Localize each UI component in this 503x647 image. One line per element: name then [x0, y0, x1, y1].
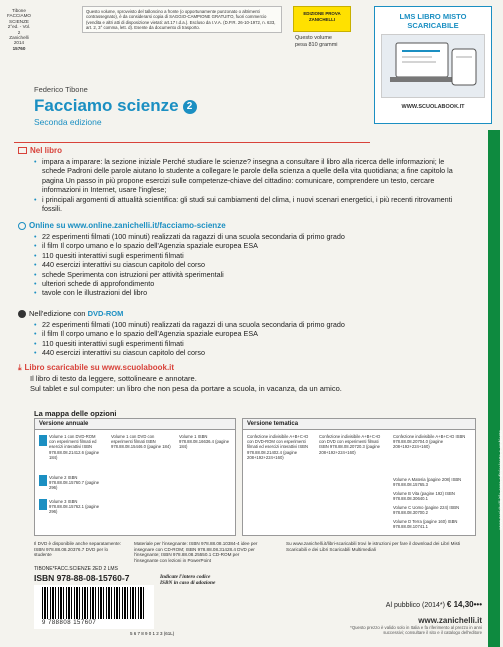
annuale-heading: Versione annuale: [35, 419, 235, 430]
list-item: • 440 esercizi interattivi su ciascun capitolo del corso: [34, 260, 468, 269]
table-tematica: [242, 418, 476, 536]
table-annuale: [34, 418, 236, 536]
scaricabile-heading[interactable]: [18, 363, 478, 373]
list-item: • il film Il corpo umano e lo spazio dell'Agenzia spaziale europea ESA: [34, 241, 468, 250]
scuolabook-note: Su www.zanichelli.it/libri-scaricabili trovi le istruzioni per fare il download dei Libri Misti Scaricabili e dei Libri Scaricabili Multimediali: [286, 541, 461, 552]
spine-publisher: Zanichelli 2014: [9, 35, 29, 46]
dvd-heading-bold: DVD-ROM: [87, 309, 124, 318]
isbn-code-line: TIBONE*FACC.SCIENZE 2ED 2 LMS: [34, 566, 118, 572]
nel-libro-heading: [18, 146, 468, 155]
online-list: [34, 232, 468, 298]
dvd-list: [34, 320, 468, 358]
tematica-cell: Volume A Materia (pagine 208) ISBN 978.88.08.15765.3: [393, 477, 462, 488]
list-item: • ulteriori schede di approfondimento: [34, 279, 468, 288]
dvd-note: Il DVD è disponibile anche separatamente: ISBN 978.88.08.20376.7 DVD per lo studente: [34, 541, 122, 558]
price-note: *Questo prezzo è valido solo in Italia e fa riferimento al prezzo in anni successivi; consultare il sito e il catalogo dell'editore: [350, 625, 482, 636]
scaricabile-line-1: Il libro di testo da leggere, sottolineare e annotare.: [30, 374, 197, 383]
online-heading[interactable]: [18, 221, 468, 230]
tematica-cell: Volume D Terra (pagine 160) ISBN 978.88.08.10741.1: [393, 519, 458, 530]
publisher-site[interactable]: www.zanichelli.it: [418, 616, 482, 625]
side-strip: [488, 130, 503, 647]
annuale-cell: Volume 1 ISBN 978.88.08.16636.4 (pagine 184): [179, 434, 230, 450]
download-icon: ⤓: [18, 363, 22, 372]
nel-libro-list: [34, 157, 468, 213]
list-item: • schede Sperimenta con istruzioni per attività sperimentali: [34, 270, 468, 279]
spine-author: Tibone: [12, 8, 26, 13]
edition-subtitle: Seconda edizione: [34, 117, 102, 127]
small-code: 5 6 7 8 9 0 1 2 3 (61L): [130, 631, 175, 636]
lms-line-2: SCARICABILE: [407, 21, 459, 30]
book-icon: [39, 435, 47, 446]
list-item: • tavole con le illustrazioni del libro: [34, 288, 468, 297]
price-label: Al pubblico (2014*): [385, 602, 445, 609]
list-item: • 110 quesiti interattivi sugli esperimenti filmati: [34, 339, 468, 348]
edition-badge: [293, 6, 351, 32]
section-dvd: [18, 309, 468, 358]
tematica-cell: Volume B Vita (pagine 192) ISBN 978.88.08.30640.1: [393, 491, 455, 502]
weight-line-1: Questo volume: [295, 35, 332, 41]
section-nel-libro: [18, 146, 468, 213]
lms-line-1: LMS LIBRO MISTO: [399, 12, 467, 21]
isbn-number: ISBN 978-88-08-15760-7: [34, 573, 130, 583]
annuale-cell: Volume 3 ISBN 978.88.08.15762.1 (pagine 296): [49, 499, 100, 515]
lms-illustration: [381, 34, 485, 98]
legal-notice: Questo volume, sprovvisto del talloncino a fronte (o opportunamente punzonato o altrimenti contrassegnato), è da considerarsi copia di SAGGIO-CAMPIONE GRATUITO, fuori commercio (vendita e altri atti di disposizione vietati: art.17 I.d.a.). Escluso da I.V.A. (D.P.R. 26-10-1972, n. 633, art. 2, 3° comma, lett. d). Esente da documento di trasporto.: [82, 6, 282, 33]
book-icon: [39, 499, 47, 510]
list-item: • 22 esperimenti filmati (100 minuti) realizzati da ragazzi di una scuola secondaria di primo grado: [34, 320, 468, 329]
isbn-note: Indicate l'intero codice ISBN in caso di adozione: [160, 574, 216, 587]
barcode-bars: [42, 587, 146, 619]
mappa-title: La mappa delle opzioni: [34, 409, 117, 418]
laptop-tablet-icon: [382, 35, 486, 99]
list-item: • il film Il corpo umano e lo spazio dell'Agenzia spaziale europea ESA: [34, 329, 468, 338]
weight-line-2: pesa 810 grammi: [295, 42, 338, 48]
globe-icon: [18, 222, 26, 230]
author-name: Federico Tibone: [34, 85, 88, 94]
spine-info: [6, 8, 32, 51]
book-title: [34, 96, 197, 116]
book-title-text: Facciamo scienze: [34, 96, 179, 115]
annuale-cell: Volume 1 con DVD-ROM con esperimenti filmati ed esercizi interattivi ISBN 978.88.08.21412.6 (pagine 184): [49, 434, 100, 460]
lms-box: [374, 6, 492, 124]
section-online: [18, 221, 468, 298]
section-scaricabile: [18, 363, 478, 394]
list-item: • i principali argomenti di attualità scientifica: gli studi sui cambiamenti del clima, i nuovi scenari energetici, i più recenti ritrovamenti fossili.: [34, 195, 468, 214]
barcode-number: 9 788808 157607: [42, 620, 97, 626]
side-url: www.zanichelli.it/la-casa-editrice/carta-e-ambiente: [498, 430, 503, 530]
dvd-heading: [18, 309, 468, 318]
book-icon: [18, 147, 27, 154]
tematica-cell: Confezione indivisibile A+B+C+D ISBN 978.88.08.20704.0 (pagine 208+192+224+160): [393, 434, 466, 450]
annuale-cell: Volume 1 con DVD con esperimenti filmati ISBN 978.88.08.15446.0 (pagine 184): [111, 434, 171, 450]
price-value: € 14,30•••: [446, 600, 482, 609]
scaricabile-line-2: Sul tablet e sul computer: un libro che non pesa da portare a scuola, in vacanza, da un amico.: [30, 384, 342, 393]
badge-line-2: ZANICHELLI: [308, 16, 336, 22]
weight-note: [295, 35, 338, 49]
spine-code: 15760: [12, 45, 26, 51]
tematica-heading: Versione tematica: [243, 419, 475, 430]
spine-title: FACCIAMO SCIENZE: [7, 13, 31, 24]
list-item: • 440 esercizi interattivi su ciascun capitolo del corso: [34, 348, 468, 357]
list-item: • 110 quesiti interattivi sugli esperimenti filmati: [34, 251, 468, 260]
divider-nel-libro: [14, 142, 370, 143]
online-heading-text: Online su www.online.zanichelli.it/facciamo-scienze: [29, 221, 226, 230]
teacher-material: Materiale per l'insegnante: ISBN 978.88.08.10384-4 idee per insegnare con CD-ROM; ISBN 978.88.08.31428.4 DVD per l'insegnante; ISBN 978.88.08.25550.1 CD-ROM per l'insegnante con lezioni in PowerPoint: [134, 541, 258, 563]
lms-url[interactable]: WWW.SCUOLABOOK.IT: [401, 104, 465, 110]
dvd-icon: [18, 310, 26, 318]
dvd-heading-pre: Nell'edizione con: [29, 309, 88, 318]
scaricabile-heading-text: Libro scaricabile su www.scuolabook.it: [24, 363, 175, 372]
list-item: • impara a imparare: la sezione iniziale Perché studiare le scienze? insegna a consultare il libro alla ricerca delle informazioni; le schede Padroni delle parole aiutano lo studente a collegare le parole della scienza a quelle della vita quotidiana; a fine capitolo la pagina Un passo in più propone esercizi sulle competenze-chiave del cittadino: comunicare, comprendere un testo, cercare informazioni in Internet, usare l'inglese;: [34, 157, 468, 195]
barcode: [34, 585, 154, 629]
book-icon: [39, 475, 47, 486]
volume-number: 2: [183, 100, 197, 114]
price-row: [386, 600, 482, 609]
nel-libro-heading-text: Nel libro: [30, 146, 63, 155]
tematica-cell: Confezione indivisibile A+B+C+D con DVD-ROM con esperimenti filmati ed esercizi interattivi ISBN 978.88.08.21402.4 (pagine 208+192+224+160): [247, 434, 309, 460]
lms-title: [375, 12, 491, 30]
annuale-cell: Volume 2 ISBN 978.88.08.15760.7 (pagine 296): [49, 475, 100, 491]
scaricabile-text: [30, 374, 478, 394]
list-item: • 22 esperimenti filmati (100 minuti) realizzati da ragazzi di una scuola secondaria di primo grado: [34, 232, 468, 241]
tematica-cell: Confezione indivisibile A+B+C+D con DVD con esperimenti filmati ISBN 978.88.08.20720.3 (pagine 208+192+224+160): [319, 434, 381, 455]
spine-edition: 2°ed. - Vol. 2: [7, 24, 31, 35]
badge-line-1: EDIZIONE PROVA: [303, 11, 341, 16]
tematica-cell: Volume C Uomo (pagine 224) ISBN 978.88.08.30700.2: [393, 505, 460, 516]
